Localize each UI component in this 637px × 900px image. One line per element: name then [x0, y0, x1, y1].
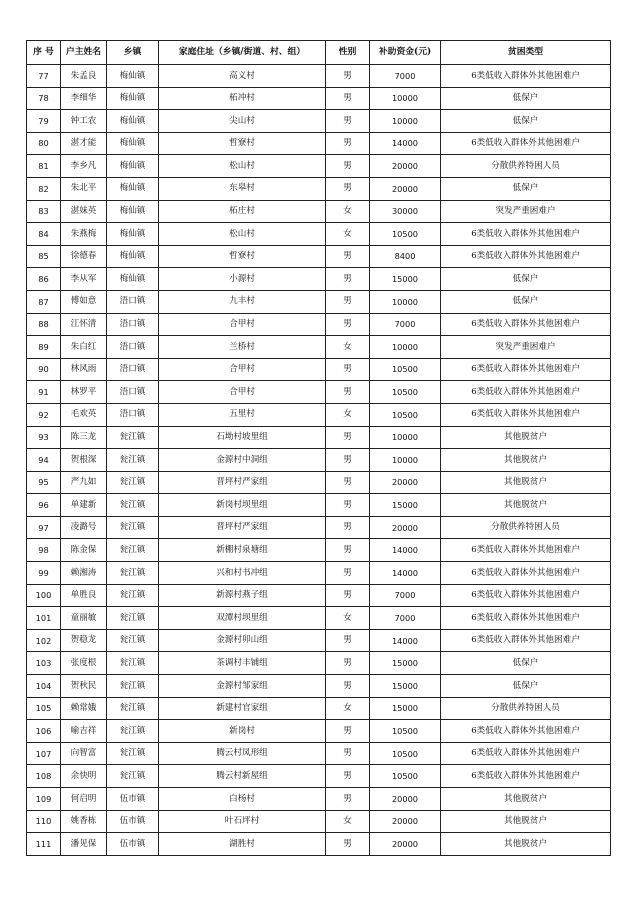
cell-amount: 10500 — [370, 765, 441, 788]
cell-poverty-type: 6类低收入群体外其他困难户 — [441, 132, 611, 155]
cell-gender: 男 — [326, 449, 370, 472]
cell-address: 九丰村 — [159, 290, 326, 313]
cell-poverty-type: 6类低收入群体外其他困难户 — [441, 245, 611, 268]
cell-gender: 男 — [326, 584, 370, 607]
cell-index: 77 — [27, 65, 61, 88]
cell-amount: 15000 — [370, 697, 441, 720]
cell-address: 哲寮村 — [159, 132, 326, 155]
cell-poverty-type: 分散供养特困人员 — [441, 516, 611, 539]
cell-gender: 男 — [326, 720, 370, 743]
cell-amount: 10000 — [370, 87, 441, 110]
cell-town: 瓮江镇 — [107, 697, 159, 720]
cell-address: 新岗村坝里组 — [159, 494, 326, 517]
cell-address: 柘庄村 — [159, 200, 326, 223]
cell-name: 贺稳龙 — [61, 629, 107, 652]
cell-town: 瓮江镇 — [107, 765, 159, 788]
table-row — [27, 629, 611, 652]
cell-name: 陈三龙 — [61, 426, 107, 449]
cell-name: 贺秋民 — [61, 675, 107, 698]
cell-index: 87 — [27, 290, 61, 313]
table-row — [27, 87, 611, 110]
cell-name: 毛欢英 — [61, 403, 107, 426]
cell-name: 赖湘涛 — [61, 562, 107, 585]
table-row — [27, 765, 611, 788]
header-gender: 性别 — [326, 41, 370, 65]
table-row — [27, 313, 611, 336]
cell-name: 何启明 — [61, 788, 107, 811]
cell-amount: 10000 — [370, 426, 441, 449]
cell-town: 瓮江镇 — [107, 562, 159, 585]
cell-address: 尖山村 — [159, 110, 326, 133]
cell-amount: 10000 — [370, 290, 441, 313]
cell-gender: 男 — [326, 562, 370, 585]
subsidy-table — [26, 40, 611, 856]
cell-town: 梅仙镇 — [107, 200, 159, 223]
cell-amount: 15000 — [370, 268, 441, 291]
cell-address: 五里村 — [159, 403, 326, 426]
table-row — [27, 268, 611, 291]
cell-gender: 男 — [326, 155, 370, 178]
cell-address: 金源村中洞组 — [159, 449, 326, 472]
cell-index: 96 — [27, 494, 61, 517]
table-row — [27, 494, 611, 517]
cell-town: 瓮江镇 — [107, 471, 159, 494]
cell-town: 瓮江镇 — [107, 584, 159, 607]
cell-address: 石坳村坡里组 — [159, 426, 326, 449]
cell-gender: 男 — [326, 87, 370, 110]
cell-name: 徐德春 — [61, 245, 107, 268]
header-name: 户主姓名 — [61, 41, 107, 65]
cell-address: 兴和村书冲组 — [159, 562, 326, 585]
cell-address: 湖胜村 — [159, 833, 326, 856]
table-row — [27, 110, 611, 133]
cell-name: 凌潞号 — [61, 516, 107, 539]
cell-poverty-type: 6类低收入群体外其他困难户 — [441, 720, 611, 743]
cell-amount: 8400 — [370, 245, 441, 268]
cell-name: 张度根 — [61, 652, 107, 675]
cell-amount: 14000 — [370, 132, 441, 155]
cell-address: 茶调村丰铺组 — [159, 652, 326, 675]
cell-gender: 男 — [326, 516, 370, 539]
cell-town: 梅仙镇 — [107, 132, 159, 155]
cell-town: 瓮江镇 — [107, 652, 159, 675]
cell-name: 童丽敏 — [61, 607, 107, 630]
cell-poverty-type: 6类低收入群体外其他困难户 — [441, 562, 611, 585]
table-row — [27, 223, 611, 246]
cell-town: 瓮江镇 — [107, 607, 159, 630]
cell-poverty-type: 6类低收入群体外其他困难户 — [441, 381, 611, 404]
cell-index: 106 — [27, 720, 61, 743]
cell-address: 新源村燕子组 — [159, 584, 326, 607]
cell-name: 向智富 — [61, 742, 107, 765]
cell-amount: 7000 — [370, 584, 441, 607]
table-row — [27, 539, 611, 562]
cell-poverty-type: 其他脱贫户 — [441, 494, 611, 517]
cell-town: 梅仙镇 — [107, 65, 159, 88]
cell-index: 91 — [27, 381, 61, 404]
cell-name: 傅如意 — [61, 290, 107, 313]
header-poverty-type: 贫困类型 — [441, 41, 611, 65]
cell-name: 贺根深 — [61, 449, 107, 472]
cell-poverty-type: 6类低收入群体外其他困难户 — [441, 358, 611, 381]
table-row — [27, 742, 611, 765]
table-row — [27, 65, 611, 88]
cell-address: 高义村 — [159, 65, 326, 88]
cell-address: 白杨村 — [159, 788, 326, 811]
cell-name: 江怀清 — [61, 313, 107, 336]
table-row — [27, 426, 611, 449]
cell-gender: 男 — [326, 268, 370, 291]
cell-poverty-type: 6类低收入群体外其他困难户 — [441, 629, 611, 652]
cell-town: 浯口镇 — [107, 358, 159, 381]
cell-poverty-type: 低保户 — [441, 177, 611, 200]
cell-poverty-type: 6类低收入群体外其他困难户 — [441, 539, 611, 562]
cell-town: 伍市镇 — [107, 788, 159, 811]
cell-address: 叶石坪村 — [159, 810, 326, 833]
cell-gender: 男 — [326, 471, 370, 494]
cell-index: 79 — [27, 110, 61, 133]
cell-poverty-type: 其他脱贫户 — [441, 788, 611, 811]
cell-index: 85 — [27, 245, 61, 268]
cell-amount: 20000 — [370, 788, 441, 811]
cell-town: 梅仙镇 — [107, 155, 159, 178]
cell-name: 李乡凡 — [61, 155, 107, 178]
cell-amount: 20000 — [370, 810, 441, 833]
table-row — [27, 200, 611, 223]
cell-name: 湛妹英 — [61, 200, 107, 223]
cell-amount: 10500 — [370, 403, 441, 426]
cell-amount: 20000 — [370, 516, 441, 539]
cell-index: 111 — [27, 833, 61, 856]
cell-name: 赖常娥 — [61, 697, 107, 720]
cell-index: 93 — [27, 426, 61, 449]
cell-name: 姚香栋 — [61, 810, 107, 833]
cell-name: 钟工农 — [61, 110, 107, 133]
cell-poverty-type: 其他脱贫户 — [441, 471, 611, 494]
table-row — [27, 132, 611, 155]
cell-gender: 男 — [326, 245, 370, 268]
cell-gender: 男 — [326, 381, 370, 404]
cell-gender: 男 — [326, 313, 370, 336]
cell-amount: 14000 — [370, 562, 441, 585]
cell-address: 晋坪村严家组 — [159, 471, 326, 494]
cell-gender: 男 — [326, 788, 370, 811]
cell-poverty-type: 6类低收入群体外其他困难户 — [441, 765, 611, 788]
cell-address: 小源村 — [159, 268, 326, 291]
cell-poverty-type: 分散供养特困人员 — [441, 697, 611, 720]
cell-gender: 女 — [326, 810, 370, 833]
table-row — [27, 675, 611, 698]
header-index: 序 号 — [27, 41, 61, 65]
cell-address: 晋坪村严家组 — [159, 516, 326, 539]
cell-gender: 女 — [326, 403, 370, 426]
cell-gender: 男 — [326, 132, 370, 155]
cell-town: 浯口镇 — [107, 336, 159, 359]
cell-amount: 10500 — [370, 720, 441, 743]
cell-gender: 男 — [326, 652, 370, 675]
cell-index: 89 — [27, 336, 61, 359]
cell-gender: 男 — [326, 426, 370, 449]
table-row — [27, 652, 611, 675]
cell-poverty-type: 6类低收入群体外其他困难户 — [441, 313, 611, 336]
cell-gender: 男 — [326, 177, 370, 200]
cell-amount: 10000 — [370, 336, 441, 359]
cell-poverty-type: 低保户 — [441, 290, 611, 313]
cell-name: 李细华 — [61, 87, 107, 110]
cell-town: 伍市镇 — [107, 833, 159, 856]
cell-index: 110 — [27, 810, 61, 833]
cell-name: 林风雨 — [61, 358, 107, 381]
cell-town: 梅仙镇 — [107, 268, 159, 291]
cell-poverty-type: 突发严重困难户 — [441, 336, 611, 359]
cell-index: 90 — [27, 358, 61, 381]
cell-town: 瓮江镇 — [107, 742, 159, 765]
cell-gender: 男 — [326, 290, 370, 313]
cell-amount: 15000 — [370, 652, 441, 675]
cell-amount: 10000 — [370, 449, 441, 472]
table-row — [27, 810, 611, 833]
cell-town: 瓮江镇 — [107, 426, 159, 449]
cell-poverty-type: 6类低收入群体外其他困难户 — [441, 607, 611, 630]
cell-amount: 10500 — [370, 223, 441, 246]
cell-index: 95 — [27, 471, 61, 494]
table-row — [27, 788, 611, 811]
cell-gender: 男 — [326, 742, 370, 765]
cell-index: 107 — [27, 742, 61, 765]
cell-poverty-type: 低保户 — [441, 110, 611, 133]
cell-name: 朱孟良 — [61, 65, 107, 88]
table-row — [27, 177, 611, 200]
cell-gender: 女 — [326, 200, 370, 223]
cell-index: 102 — [27, 629, 61, 652]
cell-address: 合甲村 — [159, 381, 326, 404]
table-row — [27, 449, 611, 472]
cell-index: 97 — [27, 516, 61, 539]
table-row — [27, 245, 611, 268]
cell-name: 朱白红 — [61, 336, 107, 359]
cell-amount: 10000 — [370, 110, 441, 133]
cell-name: 喻吉祥 — [61, 720, 107, 743]
cell-name: 湛才能 — [61, 132, 107, 155]
cell-gender: 男 — [326, 675, 370, 698]
cell-name: 林罗平 — [61, 381, 107, 404]
cell-town: 梅仙镇 — [107, 245, 159, 268]
cell-gender: 女 — [326, 336, 370, 359]
cell-index: 86 — [27, 268, 61, 291]
cell-gender: 女 — [326, 223, 370, 246]
cell-name: 潘见保 — [61, 833, 107, 856]
cell-address: 哲寮村 — [159, 245, 326, 268]
cell-town: 梅仙镇 — [107, 223, 159, 246]
cell-index: 81 — [27, 155, 61, 178]
cell-gender: 男 — [326, 765, 370, 788]
cell-index: 108 — [27, 765, 61, 788]
cell-amount: 7000 — [370, 65, 441, 88]
table-row — [27, 833, 611, 856]
cell-index: 98 — [27, 539, 61, 562]
cell-poverty-type: 6类低收入群体外其他困难户 — [441, 403, 611, 426]
cell-town: 瓮江镇 — [107, 675, 159, 698]
cell-index: 83 — [27, 200, 61, 223]
table-header-row — [27, 41, 611, 65]
cell-amount: 10500 — [370, 742, 441, 765]
cell-poverty-type: 6类低收入群体外其他困难户 — [441, 65, 611, 88]
cell-name: 朱北平 — [61, 177, 107, 200]
cell-name: 朱燕梅 — [61, 223, 107, 246]
cell-town: 浯口镇 — [107, 381, 159, 404]
cell-address: 合甲村 — [159, 313, 326, 336]
header-address: 家庭住址（乡镇/街道、村、组） — [159, 41, 326, 65]
cell-gender: 男 — [326, 494, 370, 517]
table-row — [27, 516, 611, 539]
cell-address: 金源村邹家组 — [159, 675, 326, 698]
cell-index: 80 — [27, 132, 61, 155]
table-row — [27, 471, 611, 494]
cell-gender: 男 — [326, 629, 370, 652]
table-row — [27, 562, 611, 585]
cell-gender: 女 — [326, 697, 370, 720]
cell-name: 单建新 — [61, 494, 107, 517]
cell-address: 双潭村坝里组 — [159, 607, 326, 630]
cell-poverty-type: 分散供养特困人员 — [441, 155, 611, 178]
cell-amount: 10500 — [370, 381, 441, 404]
cell-address: 新岗村 — [159, 720, 326, 743]
cell-poverty-type: 其他脱贫户 — [441, 449, 611, 472]
cell-index: 92 — [27, 403, 61, 426]
table-row — [27, 155, 611, 178]
cell-gender: 男 — [326, 539, 370, 562]
cell-town: 梅仙镇 — [107, 87, 159, 110]
cell-amount: 20000 — [370, 177, 441, 200]
cell-amount: 14000 — [370, 629, 441, 652]
cell-town: 瓮江镇 — [107, 494, 159, 517]
cell-name: 严九如 — [61, 471, 107, 494]
cell-poverty-type: 6类低收入群体外其他困难户 — [441, 223, 611, 246]
cell-town: 伍市镇 — [107, 810, 159, 833]
cell-index: 78 — [27, 87, 61, 110]
table-row — [27, 336, 611, 359]
cell-poverty-type: 6类低收入群体外其他困难户 — [441, 742, 611, 765]
cell-index: 109 — [27, 788, 61, 811]
cell-address: 合甲村 — [159, 358, 326, 381]
cell-name: 单胜良 — [61, 584, 107, 607]
cell-amount: 15000 — [370, 675, 441, 698]
cell-town: 浯口镇 — [107, 313, 159, 336]
cell-town: 瓮江镇 — [107, 539, 159, 562]
cell-gender: 男 — [326, 110, 370, 133]
cell-index: 103 — [27, 652, 61, 675]
cell-index: 100 — [27, 584, 61, 607]
cell-amount: 20000 — [370, 833, 441, 856]
cell-address: 柘冲村 — [159, 87, 326, 110]
table-row — [27, 607, 611, 630]
table-row — [27, 290, 611, 313]
table-row — [27, 697, 611, 720]
cell-amount: 15000 — [370, 494, 441, 517]
cell-town: 瓮江镇 — [107, 449, 159, 472]
cell-amount: 7000 — [370, 607, 441, 630]
cell-index: 99 — [27, 562, 61, 585]
table-row — [27, 584, 611, 607]
cell-amount: 7000 — [370, 313, 441, 336]
cell-address: 新建村官家组 — [159, 697, 326, 720]
cell-name: 余快明 — [61, 765, 107, 788]
cell-poverty-type: 突发严重困难户 — [441, 200, 611, 223]
cell-address: 松山村 — [159, 223, 326, 246]
cell-poverty-type: 低保户 — [441, 675, 611, 698]
cell-index: 94 — [27, 449, 61, 472]
cell-name: 李从军 — [61, 268, 107, 291]
cell-index: 84 — [27, 223, 61, 246]
cell-gender: 男 — [326, 833, 370, 856]
cell-address: 新棚村泉塘组 — [159, 539, 326, 562]
cell-amount: 30000 — [370, 200, 441, 223]
cell-gender: 男 — [326, 358, 370, 381]
cell-town: 梅仙镇 — [107, 110, 159, 133]
cell-poverty-type: 6类低收入群体外其他困难户 — [441, 584, 611, 607]
cell-poverty-type: 低保户 — [441, 87, 611, 110]
cell-poverty-type: 低保户 — [441, 268, 611, 291]
cell-gender: 女 — [326, 607, 370, 630]
cell-poverty-type: 其他脱贫户 — [441, 426, 611, 449]
cell-name: 陈金保 — [61, 539, 107, 562]
cell-index: 88 — [27, 313, 61, 336]
header-amount: 补助资金(元) — [370, 41, 441, 65]
cell-amount: 10500 — [370, 358, 441, 381]
cell-gender: 男 — [326, 65, 370, 88]
table-row — [27, 381, 611, 404]
cell-index: 82 — [27, 177, 61, 200]
cell-poverty-type: 其他脱贫户 — [441, 810, 611, 833]
cell-address: 兰桥村 — [159, 336, 326, 359]
cell-amount: 14000 — [370, 539, 441, 562]
table-row — [27, 403, 611, 426]
cell-address: 金源村卯山组 — [159, 629, 326, 652]
table-row — [27, 720, 611, 743]
cell-amount: 20000 — [370, 471, 441, 494]
cell-address: 东皋村 — [159, 177, 326, 200]
cell-town: 瓮江镇 — [107, 720, 159, 743]
table-row — [27, 358, 611, 381]
cell-poverty-type: 低保户 — [441, 652, 611, 675]
cell-address: 松山村 — [159, 155, 326, 178]
cell-index: 105 — [27, 697, 61, 720]
header-town: 乡镇 — [107, 41, 159, 65]
cell-town: 瓮江镇 — [107, 516, 159, 539]
cell-poverty-type: 其他脱贫户 — [441, 833, 611, 856]
cell-amount: 20000 — [370, 155, 441, 178]
cell-address: 腾云村凤形组 — [159, 742, 326, 765]
cell-address: 腾云村新屋组 — [159, 765, 326, 788]
cell-town: 瓮江镇 — [107, 629, 159, 652]
cell-town: 浯口镇 — [107, 290, 159, 313]
cell-town: 梅仙镇 — [107, 177, 159, 200]
cell-index: 104 — [27, 675, 61, 698]
cell-index: 101 — [27, 607, 61, 630]
cell-town: 浯口镇 — [107, 403, 159, 426]
